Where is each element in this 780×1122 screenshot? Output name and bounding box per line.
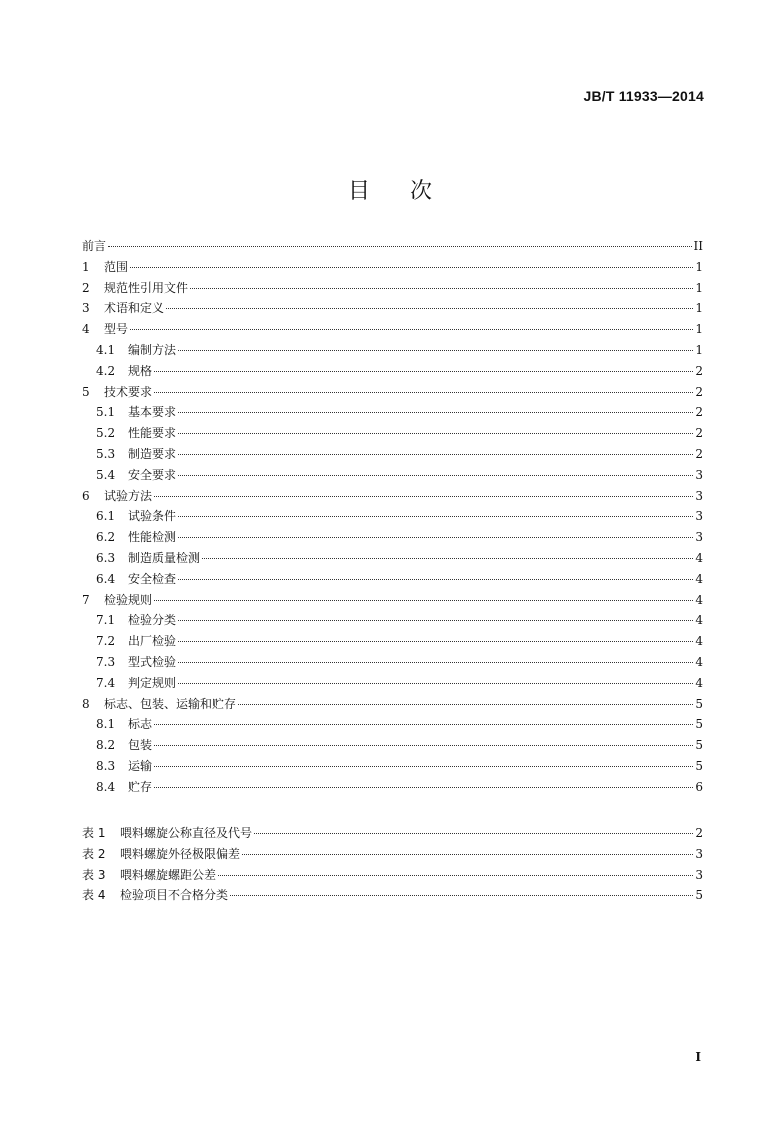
toc-entry-label: 制造要求 [128, 446, 177, 461]
toc-entry[interactable] [82, 403, 703, 424]
dot-leader [154, 600, 693, 601]
toc-entry-page: 5 [695, 696, 703, 711]
table-entry[interactable] [82, 824, 703, 845]
toc-entry[interactable] [82, 258, 703, 279]
dot-leader [178, 516, 693, 517]
toc-entry-page: 4 [695, 675, 703, 690]
table-entry-page: 5 [695, 888, 703, 903]
toc-entry[interactable] [82, 487, 703, 508]
toc-entry-number: 8.2 [96, 738, 116, 753]
toc-entry-number: 4.2 [96, 363, 116, 378]
toc-entry-number: 7.2 [96, 634, 116, 649]
table-entry[interactable] [82, 845, 703, 866]
toc-entry[interactable] [82, 611, 703, 632]
dot-leader [154, 496, 693, 497]
toc-entry-number: 6 [82, 488, 90, 503]
toc-entry-label: 贮存 [128, 779, 153, 794]
dot-leader [154, 724, 693, 725]
dot-leader [178, 641, 693, 642]
dot-leader [154, 766, 693, 767]
toc-entry-label: 标志 [128, 717, 153, 732]
toc-entry[interactable] [82, 237, 703, 258]
toc-entry-number: 2 [82, 280, 90, 295]
toc-entry-label: 前言 [82, 239, 107, 253]
dot-leader [178, 683, 693, 684]
toc-entry-label: 试验条件 [128, 509, 177, 524]
toc-entry[interactable] [82, 632, 703, 653]
toc-entry-page: 1 [695, 301, 703, 316]
toc-entry-label: 运输 [128, 758, 153, 773]
toc-entry-number: 5.1 [96, 405, 116, 420]
toc-entry-label: 规格 [128, 363, 153, 378]
toc-entry[interactable] [82, 736, 703, 757]
dot-leader [190, 288, 693, 289]
toc-entry-page: 4 [695, 550, 703, 565]
toc-entry[interactable] [82, 507, 703, 528]
toc-entry-label: 编制方法 [128, 342, 177, 357]
toc-entry-page: 4 [695, 571, 703, 586]
toc-entry-page: 5 [695, 717, 703, 732]
toc-entry-number: 4 [82, 322, 90, 337]
toc-entry-number: 7.4 [96, 675, 116, 690]
dot-leader [178, 620, 693, 621]
toc-entry-page: 4 [695, 592, 703, 607]
dot-leader [178, 350, 693, 351]
dot-leader [178, 433, 693, 434]
toc-entry[interactable] [82, 320, 703, 341]
toc-entry-page: 5 [695, 738, 703, 753]
toc-entry-label: 标志、包装、运输和贮存 [104, 696, 237, 711]
toc-entry-page: 5 [695, 758, 703, 773]
toc-entry-page: 3 [695, 509, 703, 524]
dot-leader [154, 745, 693, 746]
toc-entry[interactable] [82, 591, 703, 612]
toc-entry-number: 8.1 [96, 717, 116, 732]
toc-entry-label: 制造质量检测 [128, 550, 201, 565]
table-entry-number: 表 3 [82, 867, 106, 882]
dot-leader [238, 704, 693, 705]
toc-entry-number: 5.4 [96, 467, 116, 482]
toc-entry-number: 6.2 [96, 530, 116, 545]
dot-leader [254, 833, 693, 834]
toc-entry-number: 8.3 [96, 758, 116, 773]
toc-entry-number: 4.1 [96, 342, 116, 357]
toc-entry[interactable] [82, 341, 703, 362]
toc-entry-label: 包装 [128, 738, 153, 753]
toc-entry-label: 型号 [104, 322, 129, 337]
toc-entry-label: 基本要求 [128, 405, 177, 420]
toc-entry[interactable] [82, 715, 703, 736]
dot-leader [178, 412, 693, 413]
toc-entry-page: 2 [695, 426, 703, 441]
toc-entry[interactable] [82, 549, 703, 570]
toc-entry-page: 3 [695, 530, 703, 545]
toc-entry[interactable] [82, 279, 703, 300]
toc-entry-page: 4 [695, 634, 703, 649]
toc-entry[interactable] [82, 695, 703, 716]
toc-entry-page: 3 [695, 467, 703, 482]
dot-leader [166, 308, 693, 309]
toc-entry-number: 5 [82, 384, 90, 399]
table-entry-page: 3 [695, 846, 703, 861]
toc-entry-number: 7.3 [96, 654, 116, 669]
toc-entry[interactable] [82, 445, 703, 466]
toc-entry-label: 检验规则 [104, 592, 153, 607]
standard-code: JB/T 11933—2014 [583, 88, 704, 104]
dot-leader [154, 787, 693, 788]
toc-entry-number: 7.1 [96, 613, 116, 628]
toc-entry-label: 规范性引用文件 [104, 280, 189, 295]
toc-entry-label: 试验方法 [104, 488, 153, 503]
dot-leader [130, 329, 693, 330]
toc-entry-page: 2 [695, 363, 703, 378]
toc-entry-number: 7 [82, 592, 90, 607]
toc-entry[interactable] [82, 653, 703, 674]
toc-entry-label: 型式检验 [128, 654, 177, 669]
toc-entry-page: II [693, 239, 703, 253]
toc-entry-label: 出厂检验 [128, 634, 177, 649]
toc-entry[interactable] [82, 424, 703, 445]
toc-entry-number: 5.2 [96, 426, 116, 441]
toc-entry-number: 6.4 [96, 571, 116, 586]
toc-entry-page: 4 [695, 613, 703, 628]
toc-entry[interactable] [82, 778, 703, 799]
table-of-contents [82, 237, 703, 799]
toc-entry[interactable] [82, 570, 703, 591]
table-entry[interactable] [82, 886, 703, 907]
table-entry-number: 表 1 [82, 826, 106, 840]
toc-entry-label: 安全要求 [128, 467, 177, 482]
dot-leader [178, 537, 693, 538]
table-entry-number: 表 2 [82, 846, 106, 861]
toc-entry-number: 8.4 [96, 779, 116, 794]
table-entry-label: 喂料螺旋外径极限偏差 [120, 846, 241, 861]
toc-entry-label: 判定规则 [128, 675, 177, 690]
toc-entry-label: 技术要求 [104, 384, 153, 399]
toc-entry-page: 1 [695, 259, 703, 274]
toc-entry-page: 4 [695, 654, 703, 669]
toc-entry[interactable] [82, 299, 703, 320]
toc-entry-label: 性能要求 [128, 426, 177, 441]
table-entry-page: 3 [695, 867, 703, 882]
toc-entry-label: 术语和定义 [104, 301, 165, 316]
dot-leader [230, 895, 693, 896]
toc-entry[interactable] [82, 466, 703, 487]
dot-leader [218, 875, 693, 876]
toc-entry-label: 检验分类 [128, 613, 177, 628]
toc-entry-page: 2 [695, 384, 703, 399]
dot-leader [178, 662, 693, 663]
table-entry-label: 检验项目不合格分类 [120, 888, 229, 903]
table-entry-label: 喂料螺旋螺距公差 [120, 867, 217, 882]
table-entry-label: 喂料螺旋公称直径及代号 [120, 826, 253, 840]
toc-entry-number: 3 [82, 301, 90, 316]
toc-entry-number: 5.3 [96, 446, 116, 461]
toc-entry[interactable] [82, 757, 703, 778]
dot-leader [130, 267, 693, 268]
dot-leader [154, 371, 693, 372]
toc-entry-page: 2 [695, 405, 703, 420]
toc-entry-page: 1 [695, 342, 703, 357]
toc-entry-page: 2 [695, 446, 703, 461]
toc-entry-page: 1 [695, 280, 703, 295]
toc-entry-page: 1 [695, 322, 703, 337]
toc-entry-number: 6.3 [96, 550, 116, 565]
toc-entry[interactable] [82, 528, 703, 549]
toc-entry-page: 6 [695, 779, 703, 794]
toc-entry-label: 安全检查 [128, 571, 177, 586]
dot-leader [178, 475, 693, 476]
dot-leader [242, 854, 693, 855]
table-entry[interactable] [82, 866, 703, 887]
toc-entry-page: 3 [695, 488, 703, 503]
toc-entry-label: 范围 [104, 259, 129, 274]
toc-entry[interactable] [82, 383, 703, 404]
toc-entry-label: 性能检测 [128, 530, 177, 545]
toc-entry-number: 6.1 [96, 509, 116, 524]
toc-entry-number: 8 [82, 696, 90, 711]
dot-leader [202, 558, 693, 559]
page-title: 目次 [347, 179, 472, 204]
dot-leader [108, 246, 692, 247]
page-number: I [695, 1050, 701, 1064]
dot-leader [154, 392, 693, 393]
toc-entry-number: 1 [82, 259, 90, 274]
dot-leader [178, 454, 693, 455]
toc-entry[interactable] [82, 674, 703, 695]
dot-leader [178, 579, 693, 580]
table-entry-number: 表 4 [82, 888, 106, 903]
table-entry-page: 2 [695, 826, 703, 840]
toc-entry[interactable] [82, 362, 703, 383]
list-of-tables [82, 824, 703, 907]
